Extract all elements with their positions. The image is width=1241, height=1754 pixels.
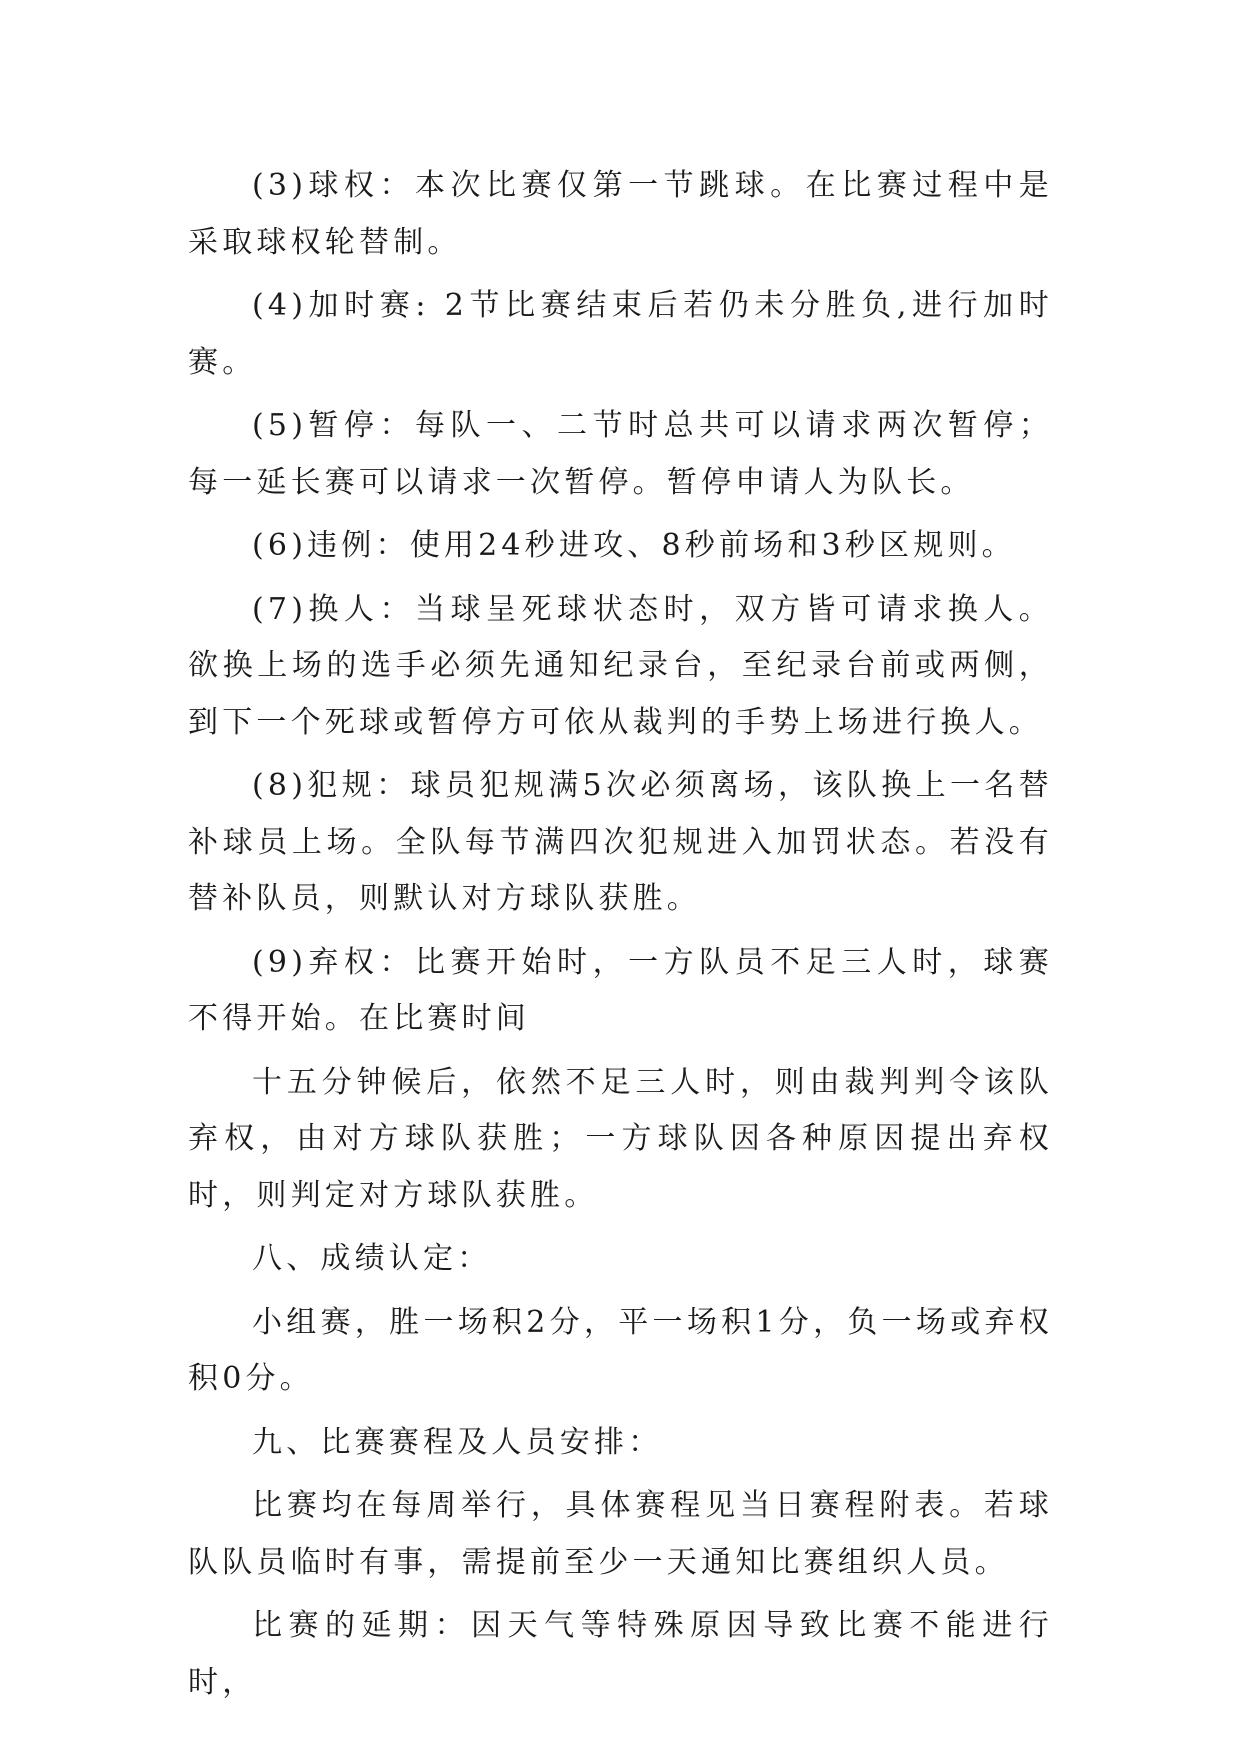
document-body	[188, 158, 1053, 1718]
paragraph-forfeit-continued: 十五分钟候后，依然不足三人时，则由裁判判令该队弃权，由对方球队获胜；一方球队因各种原因提出弃权时，则判定对方球队获胜。	[188, 1064, 1053, 1213]
paragraph-substitution: (7)换人：当球呈死球状态时，双方皆可请求换人。欲换上场的选手必须先通知纪录台，至纪录台前或两侧，到下一个死球或暂停方可依从裁判的手势上场进行换人。	[188, 591, 1053, 740]
paragraph-scoring: 小组赛，胜一场积2分，平一场积1分，负一场或弃权积0分。	[188, 1304, 1053, 1396]
paragraph-timeout: (5)暂停：每队一、二节时总共可以请求两次暂停；每一延长赛可以请求一次暂停。暂停申请人为队长。	[188, 408, 1053, 500]
section-heading-schedule: 九、比赛赛程及人员安排：	[252, 1424, 663, 1460]
paragraph-fouls: (8)犯规：球员犯规满5次必须离场，该队换上一名替补球员上场。全队每节满四次犯规进入加罚状态。若没有替补队员，则默认对方球队获胜。	[188, 768, 1053, 916]
paragraph-violations: (6)违例：使用24秒进攻、8秒前场和3秒区规则。	[252, 528, 1016, 563]
paragraph-schedule: 比赛均在每周举行，具体赛程见当日赛程附表。若球队队员临时有事，需提前至少一天通知比赛组织人员。	[188, 1488, 1053, 1580]
section-heading-scoring: 八、成绩认定：	[252, 1241, 492, 1276]
paragraph-forfeit: (9)弃权：比赛开始时，一方队员不足三人时，球赛不得开始。在比赛时间	[188, 944, 1053, 1036]
paragraph-overtime: (4)加时赛: 2节比赛结束后若仍未分胜负,进行加时赛。	[188, 288, 1053, 380]
paragraph-postponement: 比赛的延期：因天气等特殊原因导致比赛不能进行时，	[188, 1608, 1053, 1700]
paragraph-ball-possession: (3)球权：本次比赛仅第一节跳球。在比赛过程中是采取球权轮替制。	[188, 168, 1053, 260]
